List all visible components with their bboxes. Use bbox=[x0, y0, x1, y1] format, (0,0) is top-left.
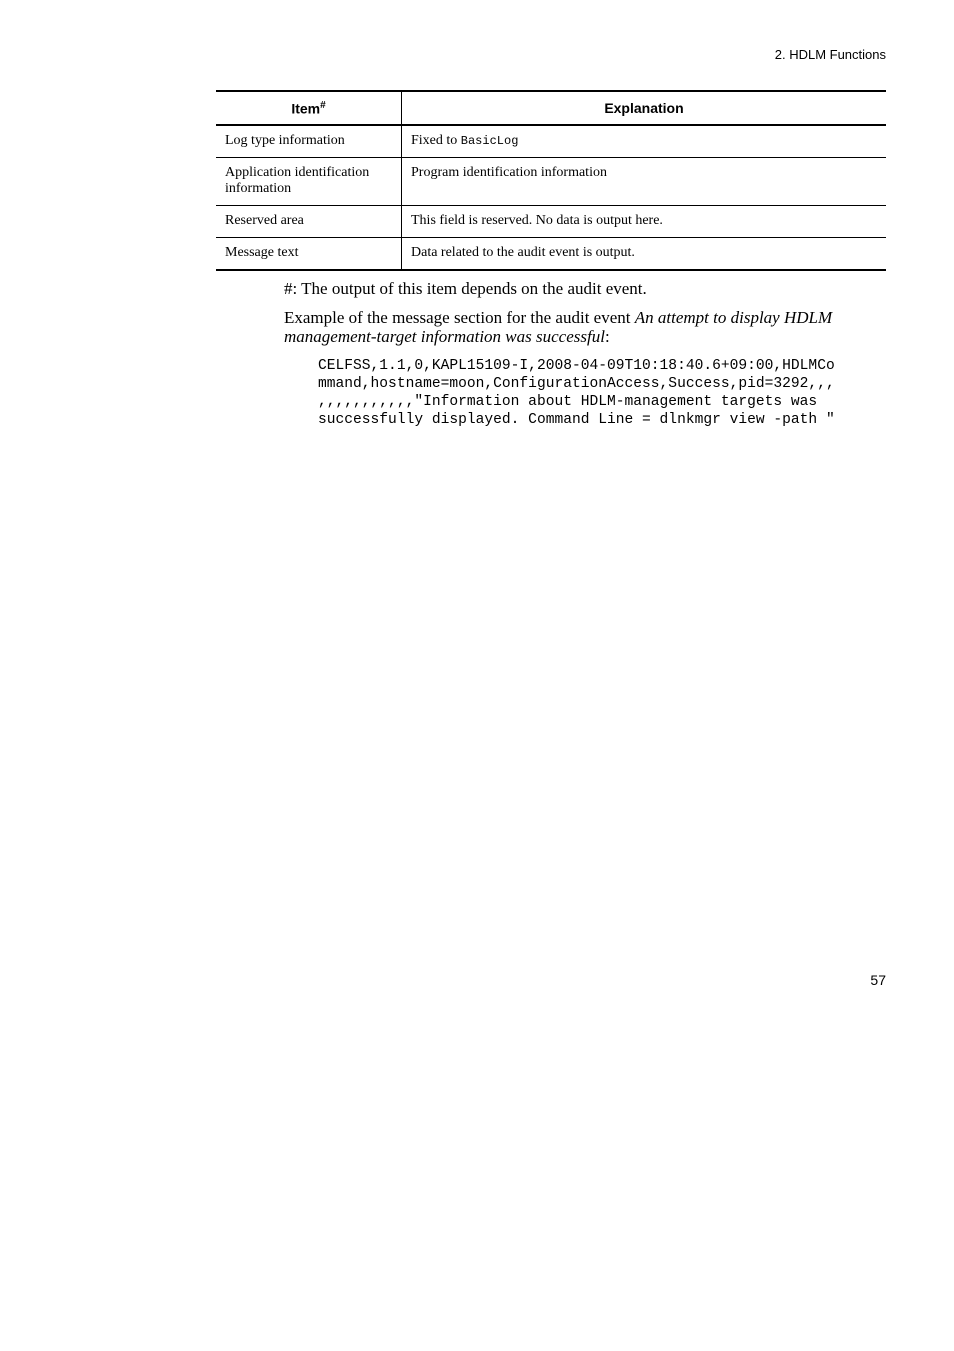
audit-log-item-table bbox=[216, 90, 886, 271]
row-explanation-cell: Program identification information bbox=[402, 158, 887, 206]
example-event-name: An attempt to display HDLM management-target information was successful bbox=[284, 308, 833, 346]
column-header-explanation: Explanation bbox=[402, 91, 887, 125]
row-item-cell: Log type information bbox=[216, 125, 402, 158]
table-row bbox=[216, 158, 886, 206]
table-row bbox=[216, 125, 886, 158]
column-header-item bbox=[216, 91, 402, 125]
code-line: mmand,hostname=moon,ConfigurationAccess,Success,pid=3292,,, bbox=[318, 376, 835, 392]
row-item-cell: Application identification information bbox=[216, 158, 402, 206]
page-number: 57 bbox=[870, 972, 886, 988]
table-header-row bbox=[216, 91, 886, 125]
row-item-cell: Reserved area bbox=[216, 206, 402, 238]
explanation-text: Fixed to bbox=[411, 133, 461, 148]
running-header: 2. HDLM Functions bbox=[774, 47, 886, 62]
table-row bbox=[216, 206, 886, 238]
code-example bbox=[318, 357, 835, 429]
example-suffix: : bbox=[604, 327, 610, 346]
code-line: CELFSS,1.1,0,KAPL15109-I,2008-04-09T10:18:40.6+09:00,HDLMCo bbox=[318, 358, 835, 374]
footnote-text: #: The output of this item depends on the audit event. bbox=[284, 279, 647, 298]
code-line: ,,,,,,,,,,,"Information about HDLM-management targets was bbox=[318, 394, 818, 410]
example-paragraph bbox=[284, 308, 884, 346]
row-explanation-cell: This field is reserved. No data is output here. bbox=[402, 206, 887, 238]
column-header-item-label: Item bbox=[291, 100, 321, 117]
example-intro: Example of the message section for the audit event bbox=[284, 308, 635, 327]
row-explanation-cell: Data related to the audit event is output. bbox=[402, 238, 887, 271]
explanation-code: BasicLog bbox=[460, 134, 519, 148]
code-line: successfully displayed. Command Line = dlnkmgr view -path " bbox=[318, 412, 835, 428]
row-item-cell: Message text bbox=[216, 238, 402, 271]
row-explanation-cell bbox=[402, 125, 887, 158]
footnote-mark: # bbox=[320, 99, 326, 111]
table-row bbox=[216, 238, 886, 271]
